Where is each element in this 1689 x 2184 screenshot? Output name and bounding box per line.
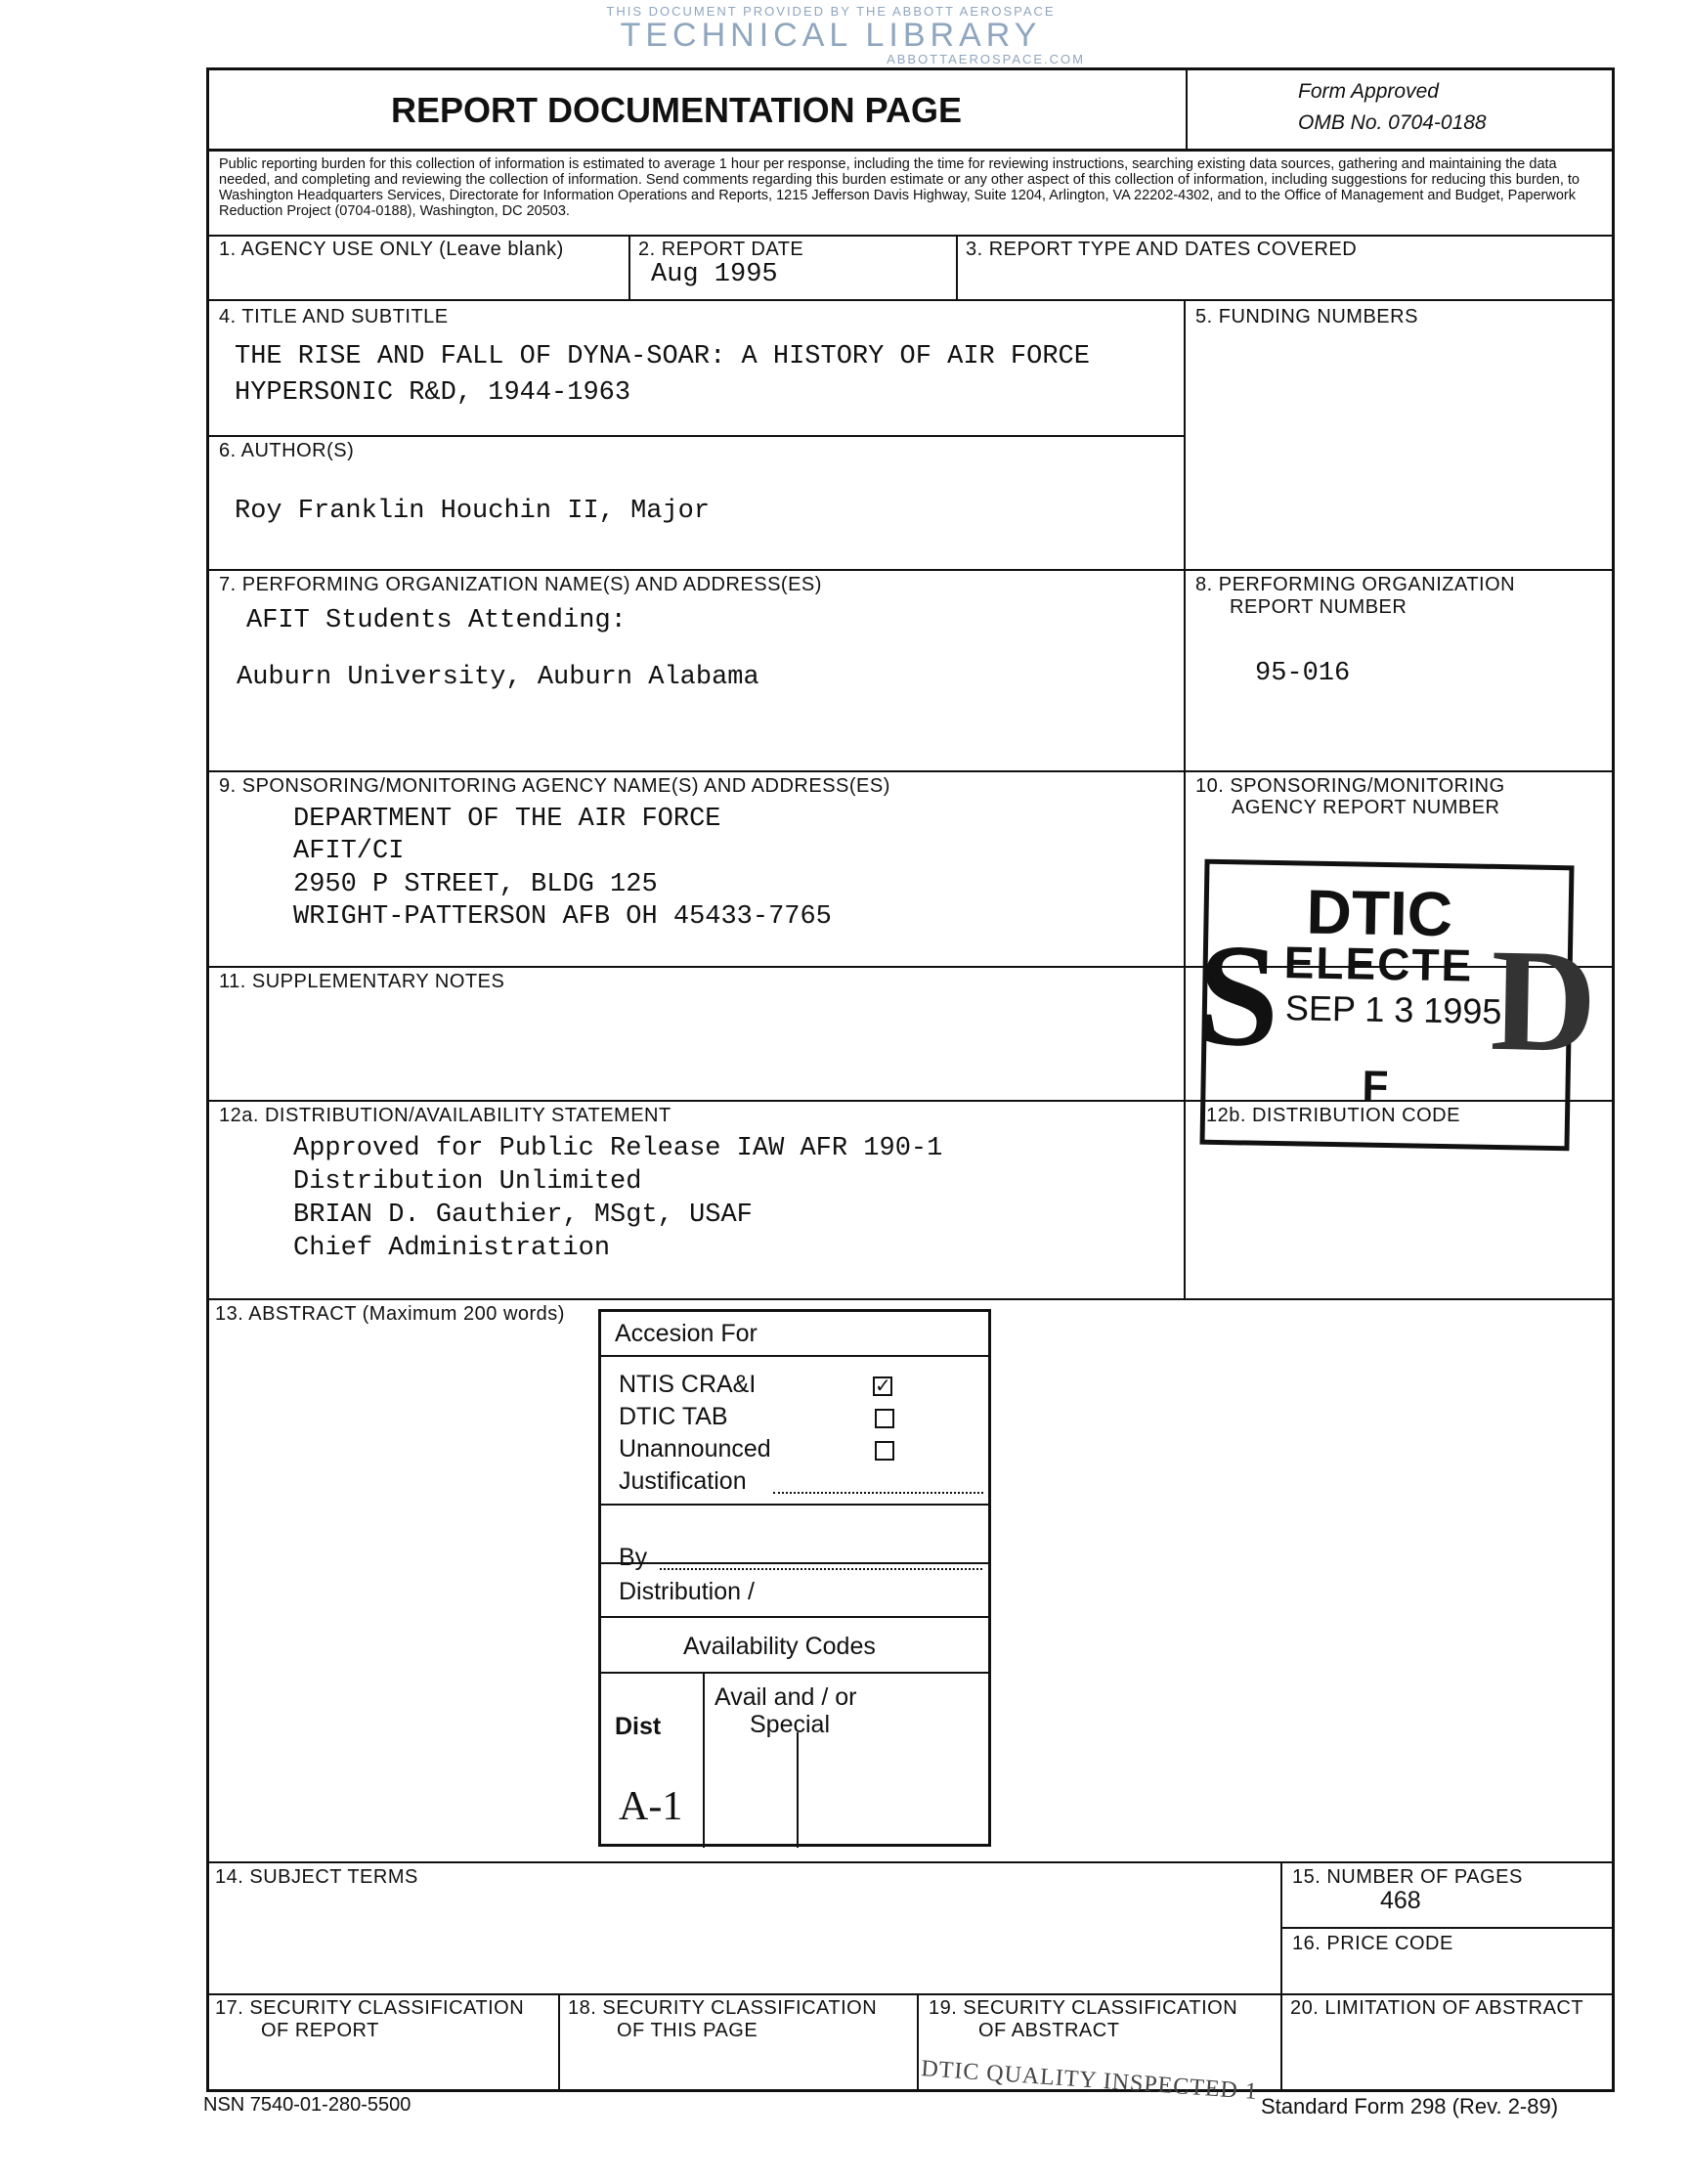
burden-statement: Public reporting burden for this collection of information is estimated to average 1 hour per response, including the time for reviewing instructions, searching existing data sources, gathering and maintaining the data needed, and completing and reviewing the collection of information. Send comments regarding this burden estimate or any other aspect of this collection of information, including suggestions for reducing this burden, to Washington Headquarters Services, Directorate for Information Operations and Reports, 1215 Jefferson Davis Highway, Suite 1204, Arlington, VA 22202-4302, and to the Office of Management and Budget, Paperwork Reduction Project (0704-0188), Washington, DC 20503. <box>219 156 1580 219</box>
watermark <box>577 4 1085 66</box>
quality-inspected-stamp: DTIC QUALITY INSPECTED 1 <box>920 2055 1259 2106</box>
omb-number: OMB No. 0704-0188 <box>1298 111 1487 134</box>
divider <box>797 1732 799 1848</box>
report-number-label-1: 8. PERFORMING ORGANIZATION <box>1195 574 1516 595</box>
divider <box>206 435 1184 437</box>
sponsor-line-4: WRIGHT-PATTERSON AFB OH 45433-7765 <box>293 902 832 932</box>
number-of-pages-label: 15. NUMBER OF PAGES <box>1292 1866 1523 1888</box>
divider <box>1280 1861 1282 2092</box>
dist-column: Dist <box>615 1713 662 1740</box>
accession-form <box>598 1309 991 1847</box>
divider <box>601 1616 988 1618</box>
justification-line <box>773 1492 983 1494</box>
author-label: 6. AUTHOR(S) <box>219 440 355 461</box>
divider <box>703 1672 705 1848</box>
security-page-label-2: OF THIS PAGE <box>617 2020 758 2041</box>
divider <box>206 1298 1615 1300</box>
sponsor-line-1: DEPARTMENT OF THE AIR FORCE <box>293 805 721 834</box>
by-line <box>660 1568 982 1570</box>
divider <box>956 235 958 301</box>
performing-org-value-2: Auburn University, Auburn Alabama <box>237 663 759 692</box>
unannounced-checkbox[interactable] <box>875 1441 894 1461</box>
stamp-f: F <box>1362 1062 1389 1112</box>
dtic-stamp <box>1195 859 1598 1152</box>
security-abstract-label-1: 19. SECURITY CLASSIFICATION <box>929 1997 1238 2019</box>
divider <box>628 235 630 301</box>
report-date-value: Aug 1995 <box>651 260 778 289</box>
performing-org-label: 7. PERFORMING ORGANIZATION NAME(S) AND ADDRESS(ES) <box>219 574 822 595</box>
report-number-value: 95-016 <box>1255 659 1351 688</box>
watermark-line1: THIS DOCUMENT PROVIDED BY THE ABBOTT AEROSPACE <box>606 4 1056 19</box>
security-abstract-label-2: OF ABSTRACT <box>978 2020 1120 2041</box>
title-value-1: THE RISE AND FALL OF DYNA-SOAR: A HISTORY OF AIR FORCE <box>235 342 1090 371</box>
divider <box>558 1993 560 2092</box>
distribution-line-4: Chief Administration <box>293 1234 611 1263</box>
price-code-label: 16. PRICE CODE <box>1292 1933 1453 1954</box>
subject-terms-label: 14. SUBJECT TERMS <box>215 1866 418 1888</box>
form-approved: Form Approved <box>1298 80 1439 103</box>
stamp-electe: ELECTE <box>1283 937 1474 991</box>
divider <box>917 1993 919 2092</box>
report-number-label-2: REPORT NUMBER <box>1230 596 1408 618</box>
watermark-line3: ABBOTTAEROSPACE.COM <box>887 52 1085 66</box>
dtic-tab-checkbox[interactable] <box>875 1409 894 1428</box>
divider <box>1184 300 1186 1298</box>
performing-org-value-1: AFIT Students Attending: <box>246 606 627 635</box>
sponsoring-agency-label: 9. SPONSORING/MONITORING AGENCY NAME(S) AND ADDRESS(ES) <box>219 775 890 797</box>
divider <box>206 569 1615 571</box>
security-report-label-2: OF REPORT <box>261 2020 379 2041</box>
by-row: By <box>619 1544 648 1571</box>
standard-form: Standard Form 298 (Rev. 2-89) <box>1261 2094 1559 2118</box>
author-value: Roy Franklin Houchin II, Major <box>235 497 711 526</box>
sponsor-line-2: AFIT/CI <box>293 837 405 866</box>
divider <box>206 1993 1615 1995</box>
divider <box>206 1861 1615 1863</box>
number-of-pages-value: 468 <box>1380 1887 1421 1914</box>
funding-label: 5. FUNDING NUMBERS <box>1195 306 1418 328</box>
divider <box>601 1672 988 1674</box>
divider <box>601 1562 988 1564</box>
supplementary-notes-label: 11. SUPPLEMENTARY NOTES <box>219 971 505 992</box>
page-title: REPORT DOCUMENTATION PAGE <box>391 90 962 130</box>
limitation-label: 20. LIMITATION OF ABSTRACT <box>1290 1997 1584 2019</box>
unannounced-row: Unannounced <box>619 1435 771 1463</box>
sponsor-line-3: 2950 P STREET, BLDG 125 <box>293 870 658 899</box>
stamp-dtic: DTIC <box>1306 876 1453 950</box>
abstract-label: 13. ABSTRACT (Maximum 200 words) <box>215 1303 565 1325</box>
agency-use-label: 1. AGENCY USE ONLY (Leave blank) <box>219 239 564 260</box>
header-divider <box>1186 67 1188 152</box>
title-label: 4. TITLE AND SUBTITLE <box>219 306 449 328</box>
justification-row: Justification <box>619 1467 747 1495</box>
dtic-tab-row: DTIC TAB <box>619 1403 728 1430</box>
ntis-checkbox[interactable]: ✓ <box>875 1376 891 1397</box>
stamp-d: D <box>1489 918 1598 1083</box>
dist-entry: A-1 <box>619 1784 683 1829</box>
avail-column-1: Avail and / or <box>715 1683 857 1711</box>
distribution-row: Distribution / <box>619 1578 755 1605</box>
availability-codes: Availability Codes <box>683 1633 876 1660</box>
watermark-line2: TECHNICAL LIBRARY <box>620 17 1042 54</box>
title-value-2: HYPERSONIC R&D, 1944-1963 <box>235 378 631 408</box>
security-report-label-1: 17. SECURITY CLASSIFICATION <box>215 1997 525 2019</box>
ntis-row: NTIS CRA&I <box>619 1371 757 1398</box>
avail-column-2: Special <box>750 1711 830 1738</box>
distribution-code-label: 12b. DISTRIBUTION CODE <box>1206 1105 1460 1126</box>
distribution-statement-label: 12a. DISTRIBUTION/AVAILABILITY STATEMENT <box>219 1105 671 1126</box>
divider <box>601 1504 988 1506</box>
report-date-label: 2. REPORT DATE <box>638 239 804 260</box>
distribution-line-2: Distribution Unlimited <box>293 1167 642 1197</box>
divider <box>601 1355 988 1357</box>
distribution-line-3: BRIAN D. Gauthier, MSgt, USAF <box>293 1201 753 1230</box>
distribution-line-1: Approved for Public Release IAW AFR 190-1 <box>293 1134 943 1163</box>
stamp-date: SEP 1 3 1995 <box>1284 987 1502 1032</box>
report-type-label: 3. REPORT TYPE AND DATES COVERED <box>966 239 1358 260</box>
accession-title: Accesion For <box>615 1320 758 1347</box>
divider <box>1280 1927 1615 1929</box>
agency-report-label-2: AGENCY REPORT NUMBER <box>1232 797 1500 818</box>
security-page-label-1: 18. SECURITY CLASSIFICATION <box>568 1997 878 2019</box>
stamp-s: S <box>1195 913 1281 1078</box>
agency-report-label-1: 10. SPONSORING/MONITORING <box>1195 775 1505 797</box>
nsn-number: NSN 7540-01-280-5500 <box>203 2094 411 2116</box>
divider <box>206 770 1615 772</box>
